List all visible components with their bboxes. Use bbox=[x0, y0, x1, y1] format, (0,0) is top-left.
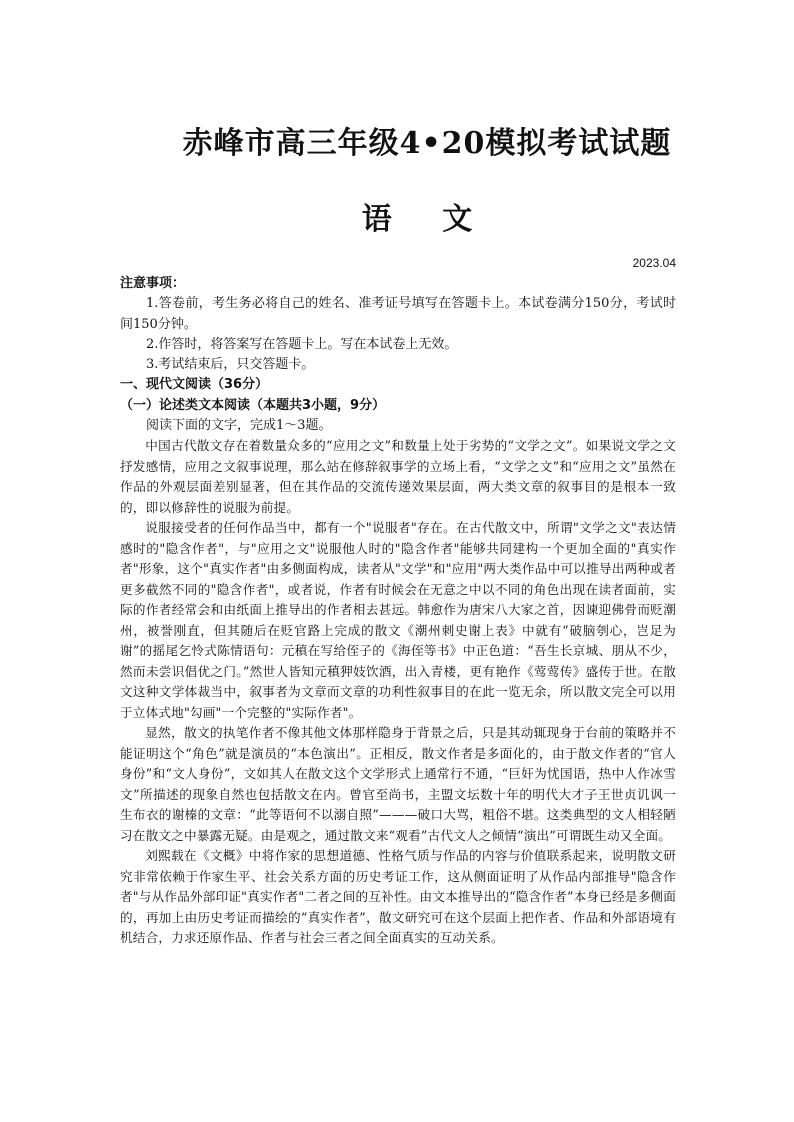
article-paragraph: 中国古代散文存在着数量众多的“应用之文”和数量上处于劣势的“文学之文”。如果说文学之文抒发感情，应用之文叙事说理，那么站在修辞叙事学的立场上看，“文学之文”和“应用之文”虽然在作品的外观层面差别显著，但在其作品的交流传递效果层面，两大类文章的叙事目的是根本一致的，即以修辞性的说服为前提。 bbox=[120, 438, 676, 515]
notice-heading: 注意事项： bbox=[120, 276, 186, 291]
subject-title: 语 文 bbox=[361, 202, 493, 237]
article-paragraph: 刘熙载在《文概》中将作家的思想道德、性格气质与作品的内容与价值联系起来，说明散文研究非常依赖于作家生平、社会关系方面的历史考证工作，这从侧面证明了从作品内部推导"隐含作者"与从作品外部印证"真实作者"二者之间的互补性。由文本推导出的“隐含作者”本身已经是多侧面的，再加上由历史考证而描绘的“真实作者”，散文研究可在这个层面上把作者、作品和外部语境有机结合，力求还原作品、作者与社会三者之间全面真实的互动关系。 bbox=[120, 848, 676, 946]
notice-item: 1.答卷前，考生务必将自己的姓名、准考证号填写在答题卡上。本试卷满分150分，考试时间150分钟。 bbox=[120, 296, 676, 332]
subsection-heading: （一）论述类文本阅读（本题共3小题，9分） bbox=[120, 397, 386, 413]
notice-item: 2.作答时，将答案写在答题卡上。写在本试卷上无效。 bbox=[146, 336, 458, 352]
exam-date: 2023.04 bbox=[632, 256, 676, 270]
reading-instruction: 阅读下面的文字，完成1～3题。 bbox=[146, 418, 332, 434]
notice-item: 3.考试结束后，只交答题卡。 bbox=[146, 357, 315, 373]
exam-content bbox=[120, 274, 676, 949]
section-heading: 一、现代文阅读（36分） bbox=[120, 377, 269, 393]
article-paragraph: 说服接受者的任何作品当中，都有一个"说服者"存在。在古代散文中，所谓"文学之文"表达情感时的"隐含作者"，与"应用之文"说服他人时的"隐含作者"能够共同建构一个更加全面的"真实作者"形象，这个"真实作者"由多侧面构成，读者从"文学"和"应用"两大类作品中可以推导出两种或者更多截然不同的"隐含作者"，或者说，作者有时候会在无意之中以不同的角色出现在读者面前，实际的作者经常会和由纸面上推导出的作者相去甚远。韩愈作为唐宋八大家之首，因谏迎佛骨而贬潮州，被誉刚直，但其随后在贬官路上完成的散文《潮州刺史谢上表》中就有“破脑刳心，岂足为谢”的摇尾乞怜式陈情语句：元稹在写给侄子的《海侄等书》中正色道：“吾生长京城、朋从不少，然而未尝识倡优之门。”然世人皆知元稹狎妓饮酒，出入青楼，更有艳作《莺莺传》盛传于世。在散文这种文学体裁当中，叙事者为文章而文章的功利性叙事目的在此一览无余，所以散文完全可以用于立体式地"勾画"一个完整的"实际作者"。 bbox=[120, 520, 676, 720]
exam-title: 赤峰市高三年级4•20模拟考试试题 bbox=[182, 126, 672, 161]
article-paragraph: 显然，散文的执笔作者不像其他文体那样隐身于背景之后，只是其动辄现身于台前的策略并不能证明这个“角色”就是演员的“本色演出”。正相反，散文作者是多面化的，由于散文作者的“官人身份”和“文人身份”，文如其人在散文这个文学形式上通常行不通，“巨奸为忧国语，热中人作冰雪文”所描述的现象自然也包括散文在内。曾官至尚书，主盟文坛数十年的明代大才子王世贞讥讽一生布衣的谢榛的文章：“此等语何不以溺自照”———破口大骂，粗俗不堪。这类典型的文人相轻陋习在散文之中暴露无疑。由是观之，通过散文来“观看”古代文人之倾情“演出”可谓既生动又全面。 bbox=[120, 725, 676, 843]
